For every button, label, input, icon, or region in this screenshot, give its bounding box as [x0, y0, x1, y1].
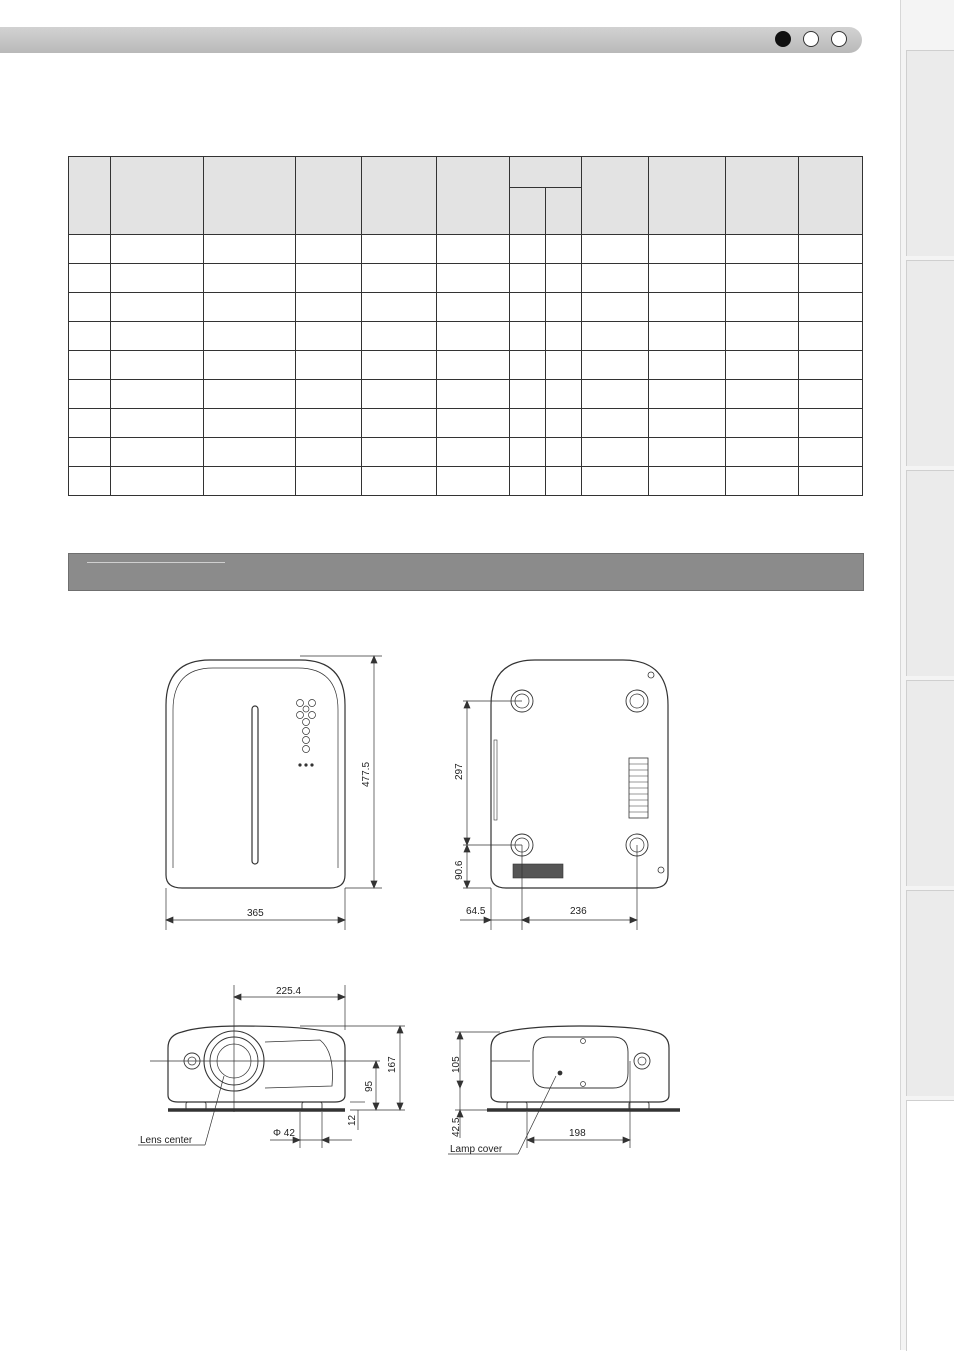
top-view-body — [166, 660, 345, 888]
dim-depth-477-5: 477.5 — [361, 761, 372, 787]
dim-198: 198 — [569, 1128, 586, 1139]
bottom-view — [491, 660, 668, 888]
dim-42-5: 42.5 — [451, 1117, 462, 1137]
dim-95: 95 — [364, 1080, 375, 1092]
rear-view — [487, 1026, 680, 1110]
top-view-dimensions — [166, 656, 382, 930]
bottom-view-body — [491, 660, 668, 888]
dim-width-365: 365 — [247, 908, 264, 919]
dim-phi-42: Φ 42 — [273, 1128, 295, 1139]
dim-225-4: 225.4 — [276, 986, 302, 997]
rear-view-dimensions — [448, 1032, 630, 1154]
dim-236: 236 — [570, 906, 587, 917]
foot-icon — [626, 690, 648, 712]
dim-105: 105 — [451, 1056, 462, 1073]
label-lens-center: Lens center — [140, 1135, 193, 1146]
top-view-slot — [252, 706, 258, 864]
dim-297: 297 — [454, 763, 465, 780]
label-lamp-cover: Lamp cover — [450, 1144, 503, 1155]
front-view-dimensions — [138, 985, 405, 1148]
front-view — [168, 1026, 345, 1110]
dim-64-5: 64.5 — [466, 906, 486, 917]
lamp-cover-outline — [533, 1037, 628, 1088]
dim-90-6: 90.6 — [454, 860, 465, 880]
bottom-vent — [513, 864, 563, 878]
dim-12: 12 — [347, 1114, 358, 1126]
bottom-view-dimensions — [460, 701, 637, 930]
top-view — [166, 660, 345, 888]
dim-167: 167 — [387, 1056, 398, 1073]
